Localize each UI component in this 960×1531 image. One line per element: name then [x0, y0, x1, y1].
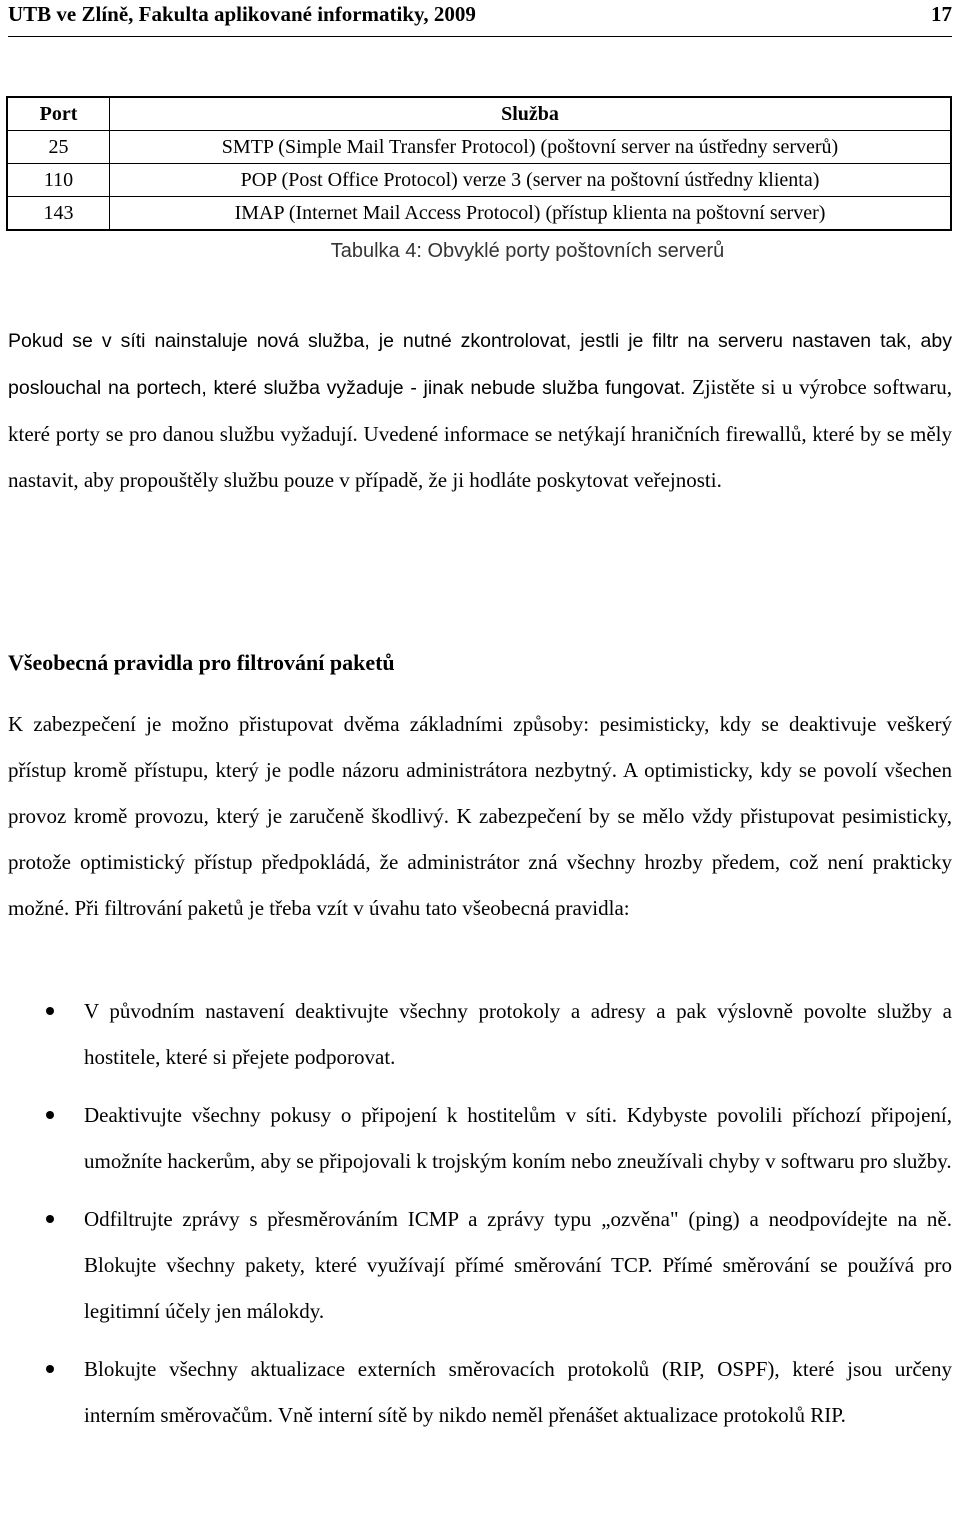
service-column-header: Služba: [110, 97, 952, 131]
table-row: [7, 164, 951, 197]
bullet-icon: [46, 1007, 54, 1015]
list-item-text: Odfiltrujte zprávy s přesměrováním ICMP a zprávy typu „ozvěna" (ping) a neodpovídejte na ně. Blokujte všechny pakety, které využívají přímé směrování TCP. Přímé směrování se používá pro legitimní účely jen málokdy.: [84, 1207, 952, 1323]
intro-paragraph: [8, 317, 952, 503]
page-header: [8, 0, 952, 37]
header-title: UTB ve Zlíně, Fakulta aplikované informatiky, 2009: [8, 2, 476, 26]
list-item: [8, 1092, 952, 1184]
service-cell: IMAP (Internet Mail Access Protocol) (přístup klienta na poštovní server): [110, 197, 952, 231]
port-cell: 143: [7, 197, 110, 231]
page-number: 17: [931, 2, 952, 26]
list-item-text: V původním nastavení deaktivujte všechny protokoly a adresy a pak výslovně povolte služby a hostitele, které si přejete podporovat.: [84, 999, 952, 1069]
bullet-icon: [46, 1365, 54, 1373]
list-item: [8, 988, 952, 1080]
list-item-text: Blokujte všechny aktualizace externích směrovacích protokolů (RIP, OSPF), které jsou určeny interním směrovačům. Vně interní sítě by nikdo neměl přenášet aktualizace protokolů RIP.: [84, 1357, 952, 1427]
rules-list: [8, 988, 952, 1450]
port-cell: 110: [7, 164, 110, 197]
list-item: [8, 1196, 952, 1334]
bullet-icon: [46, 1111, 54, 1119]
table-header-row: [7, 97, 951, 131]
section-paragraph: K zabezpečení je možno přistupovat dvěma základními způsoby: pesimisticky, kdy se deaktivuje veškerý přístup kromě přístupu, který je podle názoru administrátora nezbytný. A optimisticky, kdy se povolí všechen provoz kromě provozu, který je zaručeně škodlivý. K zabezpečení by se mělo vždy přistupovat pesimisticky, protože optimistický přístup předpokládá, že administrátor zná všechny hrozby předem, což není prakticky možné. Při filtrování paketů je třeba vzít v úvahu tato všeobecná pravidla:: [8, 712, 952, 920]
list-item: [8, 1346, 952, 1438]
table-caption: Tabulka 4: Obvyklé porty poštovních serverů: [330, 240, 725, 262]
table-row: [7, 197, 951, 231]
port-cell: 25: [7, 131, 110, 164]
table-row: [7, 131, 951, 164]
ports-table: [6, 96, 952, 231]
intro-serif-text: Zjistěte si u výrobce softwaru, které porty se pro danou službu vyžadují. Uvedené informace se netýkají hraničních firewallů, které by se měly nastavit, aby propouštěly službu pouze v případě, že ji hodláte poskytovat veřejnosti.: [8, 375, 952, 492]
list-item-text: Deaktivujte všechny pokusy o připojení k hostitelům v síti. Kdybyste povolili příchozí připojení, umožníte hackerům, aby se připojovali k trojským koním nebo zneužívali chyby v softwaru pro služby.: [84, 1103, 952, 1173]
port-column-header: Port: [7, 97, 110, 131]
intro-sans-text: Pokud se v síti nainstaluje nová služba, je nutné zkontrolovat, jestli je filtr na serveru nastaven tak, aby poslouchal na portech, které služba vyžaduje - jinak nebude služba fungovat.: [8, 330, 952, 399]
service-cell: POP (Post Office Protocol) verze 3 (server na poštovní ústředny klienta): [110, 164, 952, 197]
service-cell: SMTP (Simple Mail Transfer Protocol) (poštovní server na ústředny serverů): [110, 131, 952, 164]
bullet-icon: [46, 1215, 54, 1223]
section-heading: Všeobecná pravidla pro filtrování paketů: [8, 650, 395, 675]
